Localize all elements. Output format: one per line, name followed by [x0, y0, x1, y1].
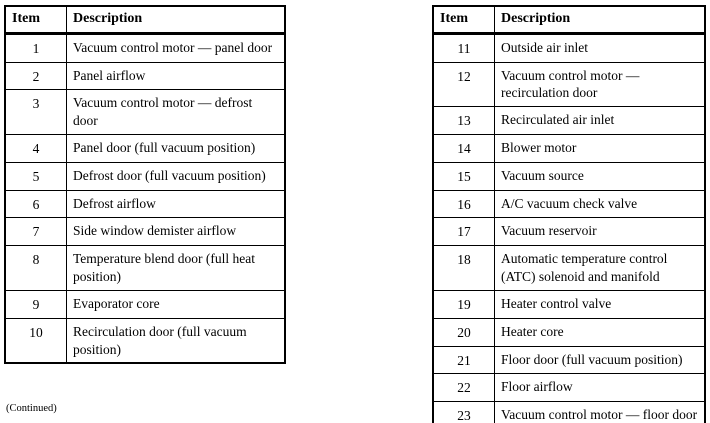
- item-description: Panel door (full vacuum position): [67, 135, 286, 163]
- item-number: 21: [433, 346, 495, 374]
- col-header-description: Description: [495, 6, 706, 33]
- item-number: 3: [5, 90, 67, 135]
- table-row: [433, 374, 705, 402]
- item-description: Vacuum control motor — panel door: [67, 33, 286, 62]
- item-description: Heater core: [495, 318, 706, 346]
- item-number: 22: [433, 374, 495, 402]
- item-description: Blower motor: [495, 135, 706, 163]
- item-number: 12: [433, 62, 495, 107]
- table-row: [433, 33, 705, 62]
- item-number: 2: [5, 62, 67, 90]
- continued-label: (Continued): [6, 403, 57, 414]
- item-description: Vacuum source: [495, 162, 706, 190]
- item-number: 1: [5, 33, 67, 62]
- item-number: 15: [433, 162, 495, 190]
- item-number: 4: [5, 135, 67, 163]
- item-number: 6: [5, 190, 67, 218]
- legend-table-left: [4, 5, 286, 364]
- table-row: [433, 162, 705, 190]
- table-row: [5, 33, 285, 62]
- legend-table-right: [432, 5, 706, 423]
- item-number: 23: [433, 402, 495, 423]
- col-header-item: Item: [5, 6, 67, 33]
- item-description: Automatic temperature control (ATC) solenoid and manifold: [495, 246, 706, 291]
- table-row: [433, 290, 705, 318]
- table-row: [5, 62, 285, 90]
- item-description: Heater control valve: [495, 290, 706, 318]
- item-description: Outside air inlet: [495, 33, 706, 62]
- table-row: [433, 218, 705, 246]
- item-number: 7: [5, 218, 67, 246]
- item-description: Vacuum reservoir: [495, 218, 706, 246]
- item-number: 13: [433, 107, 495, 135]
- col-header-item: Item: [433, 6, 495, 33]
- table-row: [433, 346, 705, 374]
- table-row: [5, 190, 285, 218]
- col-header-description: Description: [67, 6, 286, 33]
- item-description: Floor airflow: [495, 374, 706, 402]
- table-row: [5, 90, 285, 135]
- item-number: 14: [433, 135, 495, 163]
- table-row: [433, 402, 705, 423]
- table-row: [5, 218, 285, 246]
- item-number: 8: [5, 246, 67, 291]
- table-row: [433, 62, 705, 107]
- table-row: [433, 318, 705, 346]
- item-description: Vacuum control motor — floor door: [495, 402, 706, 423]
- table-row: [5, 246, 285, 291]
- item-number: 5: [5, 162, 67, 190]
- item-number: 20: [433, 318, 495, 346]
- item-number: 10: [5, 318, 67, 363]
- table-row: [433, 135, 705, 163]
- item-description: Vacuum control motor — defrost door: [67, 90, 286, 135]
- item-number: 16: [433, 190, 495, 218]
- item-description: Evaporator core: [67, 290, 286, 318]
- table-row: [5, 290, 285, 318]
- item-number: 18: [433, 246, 495, 291]
- table-row: [433, 107, 705, 135]
- item-description: Defrost airflow: [67, 190, 286, 218]
- item-number: 11: [433, 33, 495, 62]
- item-description: Floor door (full vacuum position): [495, 346, 706, 374]
- item-description: Recirculated air inlet: [495, 107, 706, 135]
- item-description: A/C vacuum check valve: [495, 190, 706, 218]
- item-description: Vacuum control motor — recirculation door: [495, 62, 706, 107]
- table-row: [5, 135, 285, 163]
- header-row: [433, 6, 705, 33]
- item-description: Defrost door (full vacuum position): [67, 162, 286, 190]
- table-row: [5, 318, 285, 363]
- item-description: Temperature blend door (full heat position): [67, 246, 286, 291]
- table-row: [433, 190, 705, 218]
- table-row: [433, 246, 705, 291]
- table-row: [5, 162, 285, 190]
- item-number: 9: [5, 290, 67, 318]
- header-row: [5, 6, 285, 33]
- item-description: Panel airflow: [67, 62, 286, 90]
- item-description: Recirculation door (full vacuum position): [67, 318, 286, 363]
- item-number: 17: [433, 218, 495, 246]
- item-number: 19: [433, 290, 495, 318]
- item-description: Side window demister airflow: [67, 218, 286, 246]
